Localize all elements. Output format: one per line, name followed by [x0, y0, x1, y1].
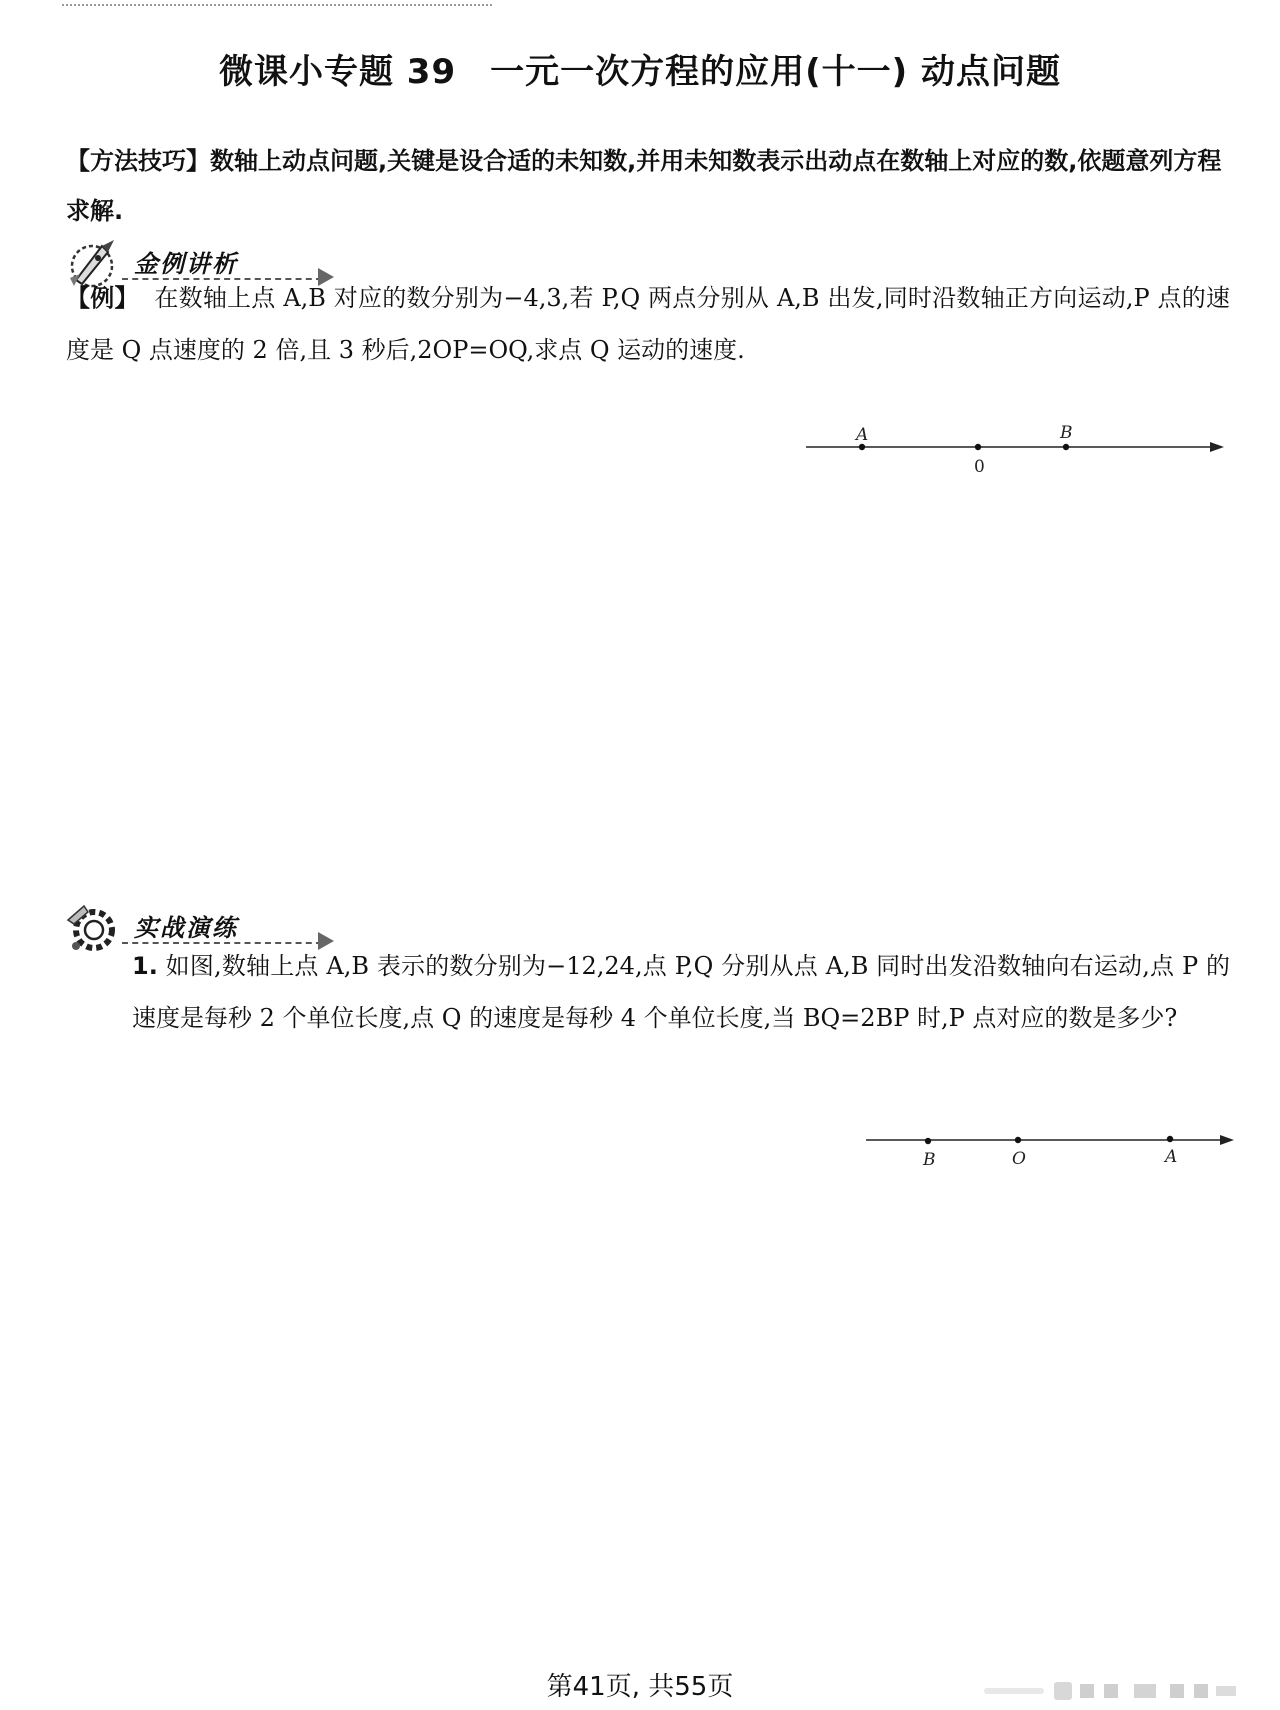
axis-arrow-icon	[1210, 442, 1224, 452]
axis-arrow-icon	[1220, 1135, 1234, 1145]
point-b	[925, 1138, 931, 1144]
practice-number-line	[860, 1120, 1240, 1180]
example-problem	[66, 272, 1230, 376]
gear-emblem-icon	[62, 898, 124, 958]
point-b	[1063, 444, 1069, 450]
example-number-line	[800, 420, 1230, 480]
label-a: A	[1165, 1147, 1178, 1167]
title-topic-number: 微课小专题 39	[218, 52, 457, 92]
problem-number: 1.	[132, 952, 158, 980]
page-number-footer: 第41页, 共55页	[546, 1672, 734, 1702]
method-text: 数轴上动点问题,关键是设合适的未知数,并用未知数表示出动点在数轴上对应的数,依题意列方程求解.	[66, 147, 1222, 225]
watermark-bars-icon	[984, 1680, 1244, 1702]
label-o: O	[1012, 1149, 1026, 1169]
practice-text: 如图,数轴上点 A,B 表示的数分别为−12,24,点 P,Q 分别从点 A,B 同时出发沿数轴向右运动,点 P 的速度是每秒 2 个单位长度,点 Q 的速度是每秒 4 个单位长度,当 BQ=2BP 时,P 点对应的数是多少?	[132, 952, 1230, 1032]
label-a: A	[856, 425, 869, 445]
method-tips	[66, 136, 1226, 236]
title-topic-name: 一元一次方程的应用(十一) 动点问题	[490, 52, 1062, 92]
label-b: B	[1060, 423, 1073, 443]
point-origin	[975, 444, 981, 450]
label-b: B	[923, 1150, 936, 1170]
practice-heading-label: 实战演练	[134, 914, 238, 942]
label-zero: 0	[974, 457, 985, 477]
top-dotted-rule	[62, 0, 492, 6]
example-text: 在数轴上点 A,B 对应的数分别为−4,3,若 P,Q 两点分别从 A,B 出发,同时沿数轴正方向运动,P 点的速度是 Q 点速度的 2 倍,且 3 秒后,2OP=OQ,求点 Q 运动的速度.	[66, 284, 1230, 364]
page-title	[0, 44, 1280, 93]
point-a	[1167, 1136, 1173, 1142]
method-tag: 【方法技巧】	[66, 147, 210, 175]
example-heading-label: 金例讲析	[134, 250, 238, 278]
example-tag: 【例】	[66, 284, 139, 312]
point-origin	[1015, 1137, 1021, 1143]
practice-problem-1	[132, 940, 1230, 1044]
